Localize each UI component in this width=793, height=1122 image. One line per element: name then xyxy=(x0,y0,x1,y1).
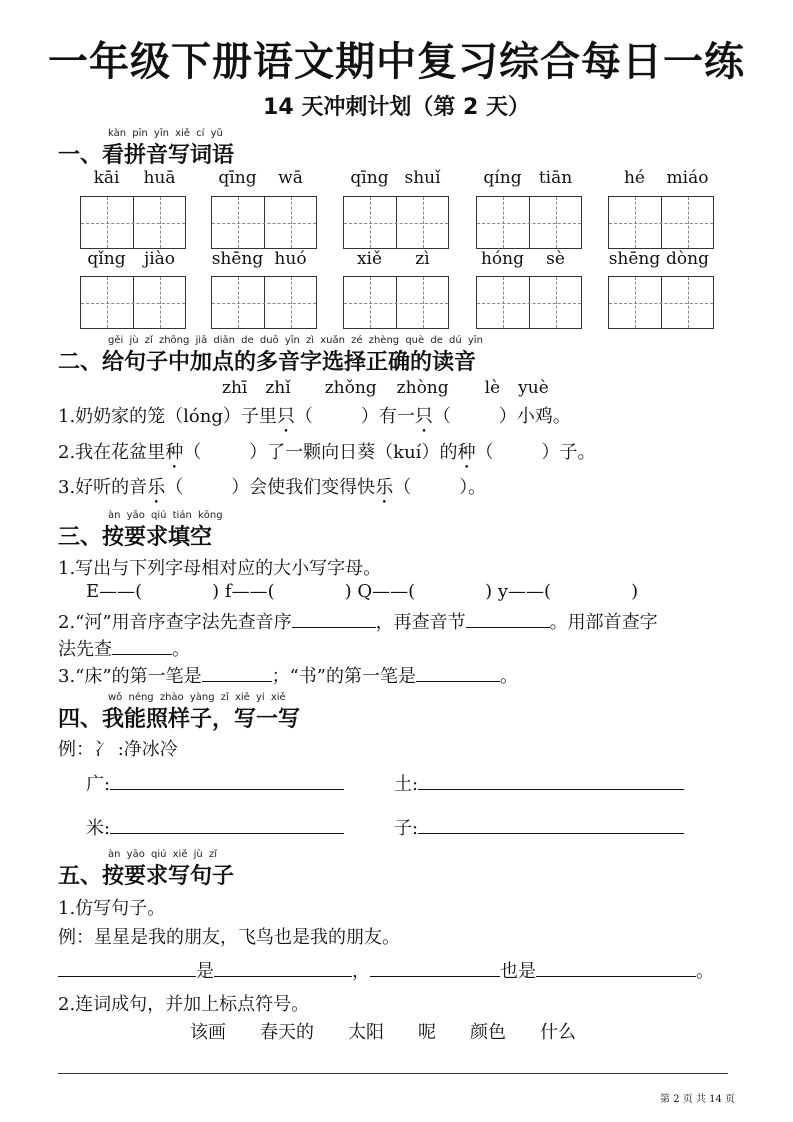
q-text: 。 xyxy=(172,639,190,660)
q-text: 。用部首查字 xyxy=(549,612,658,633)
letter-prompt: ) Q——( xyxy=(344,581,416,602)
answer-line[interactable] xyxy=(58,1073,728,1074)
word: 春天的 xyxy=(260,1022,314,1043)
q-text: 3.“床”的第一笔是 xyxy=(58,666,202,687)
answer-blank[interactable] xyxy=(292,611,376,628)
letter-prompt: ) xyxy=(631,581,639,602)
dotted-char: 只 xyxy=(276,406,295,427)
page-subtitle: 14 天冲刺计划（第 2 天） xyxy=(263,95,530,120)
writing-grid[interactable] xyxy=(80,196,186,249)
q-text: （ xyxy=(294,406,313,427)
radical-label: 子: xyxy=(394,818,419,839)
pinyin-syllable: dòng xyxy=(666,249,709,269)
reading-option: lè xyxy=(484,378,501,398)
question-5-2: 2.连词成句，并加上标点符号。 xyxy=(58,994,310,1015)
radical-row xyxy=(394,814,684,840)
letter-row xyxy=(86,581,638,602)
section-1-heading: 一、看拼音写词语 xyxy=(58,143,235,168)
writing-grid[interactable] xyxy=(476,196,582,249)
q-text: ；“书”的第一笔是 xyxy=(271,666,416,687)
q-text: ）了一颗向日葵（kuí）的 xyxy=(249,442,458,463)
section-5-heading: 五、按要求写句子 xyxy=(58,864,235,889)
example-4: 例：冫 :净冰冷 xyxy=(58,739,178,760)
page-title: 一年级下册语文期中复习综合每日一练 xyxy=(48,39,745,85)
word-bank xyxy=(190,1018,576,1044)
question-2-3 xyxy=(58,473,486,508)
pinyin-syllable: qīng xyxy=(218,168,257,188)
radical-label: 土: xyxy=(394,774,419,795)
reading-option: zhǒng xyxy=(324,378,377,398)
radical-label: 广: xyxy=(86,774,111,795)
pinyin-syllable: hóng xyxy=(480,249,524,269)
reading-option: zhī xyxy=(222,378,248,398)
reading-option: zhòng xyxy=(396,378,449,398)
letter-prompt: ) f——( xyxy=(212,581,275,602)
dotted-char: 种 xyxy=(165,442,184,463)
radical-label: 米: xyxy=(86,818,111,839)
answer-blank[interactable] xyxy=(370,960,500,977)
answer-blank[interactable] xyxy=(202,665,272,682)
letter-prompt: ) y——( xyxy=(485,581,552,602)
writing-grid[interactable] xyxy=(211,196,317,249)
word: 该画 xyxy=(190,1022,226,1043)
dotted-char: 种 xyxy=(457,442,476,463)
section-4-pinyin: wǒ néng zhào yàng zǐ xiě yi xiě xyxy=(108,692,286,703)
answer-blank[interactable] xyxy=(110,817,344,834)
pinyin-syllable: huā xyxy=(143,168,176,188)
q-text: ）。 xyxy=(459,477,487,498)
question-2-1 xyxy=(58,402,571,437)
question-3-2-cont xyxy=(58,635,190,661)
example-5: 例：星星是我的朋友，飞鸟也是我的朋友。 xyxy=(58,927,400,948)
section-4-heading: 四、我能照样子，写一写 xyxy=(58,707,301,732)
word: 太阳 xyxy=(348,1022,384,1043)
pinyin-syllable: huó xyxy=(274,249,307,269)
word: 呢 xyxy=(418,1022,436,1043)
answer-blank[interactable] xyxy=(214,960,352,977)
pinyin-syllable: tiān xyxy=(538,168,573,188)
writing-grid[interactable] xyxy=(476,276,582,329)
writing-grid[interactable] xyxy=(608,276,714,329)
answer-blank[interactable] xyxy=(416,665,500,682)
q-text: ）子。 xyxy=(541,442,596,463)
page-number: 第 2 页 共 14 页 xyxy=(660,1094,735,1105)
pinyin-syllable: xiě xyxy=(356,249,383,269)
radical-row xyxy=(394,770,684,796)
pinyin-syllable: qīng xyxy=(350,168,389,188)
answer-blank[interactable] xyxy=(466,611,550,628)
reading-options xyxy=(222,378,549,398)
pinyin-syllable: wā xyxy=(278,168,303,188)
answer-blank[interactable] xyxy=(110,773,344,790)
q-text: ）会使我们变得快 xyxy=(231,477,376,498)
pinyin-syllable: sè xyxy=(546,249,565,269)
q-text: 也是 xyxy=(500,961,536,982)
question-3-2 xyxy=(58,608,658,634)
q-text: 。 xyxy=(696,961,714,982)
pinyin-syllable: qǐng xyxy=(87,249,126,269)
answer-blank[interactable] xyxy=(536,960,696,977)
imitation-row xyxy=(58,957,714,983)
pinyin-syllable: shēng xyxy=(608,249,661,269)
writing-grid[interactable] xyxy=(80,276,186,329)
q-text: ）小鸡。 xyxy=(498,406,571,427)
pinyin-syllable: miáo xyxy=(666,168,709,188)
q-text: ， xyxy=(352,961,370,982)
pinyin-syllable: shēng xyxy=(211,249,264,269)
q-text: ）有一 xyxy=(360,406,415,427)
pinyin-syllable: hé xyxy=(623,168,645,188)
question-3-1: 1.写出与下列字母相对应的大小写字母。 xyxy=(58,558,382,579)
q-text: （ xyxy=(475,442,494,463)
q-text: （ xyxy=(165,477,184,498)
radical-row xyxy=(86,814,344,840)
q-text: （ xyxy=(393,477,412,498)
question-3-3 xyxy=(58,662,518,688)
dotted-char: 乐 xyxy=(375,477,394,498)
q-text: （ xyxy=(432,406,451,427)
pinyin-syllable: shuǐ xyxy=(404,168,441,188)
q-text: 2.“河”用音序查字法先查音序 xyxy=(58,612,292,633)
q-text: 2.我在花盆里 xyxy=(58,442,166,463)
letter-prompt: E——( xyxy=(86,581,143,602)
reading-option: zhǐ xyxy=(265,378,291,398)
writing-grid[interactable] xyxy=(608,196,714,249)
section-2-pinyin: gěi jù zǐ zhōng jiā diǎn de duō yīn zì xuǎn zé zhèng què de dú yīn xyxy=(108,335,483,346)
q-text: 法先查 xyxy=(58,639,112,660)
writing-grid[interactable] xyxy=(343,196,449,249)
pinyin-syllable: zì xyxy=(415,249,430,269)
radical-row xyxy=(86,770,344,796)
q-text: 。 xyxy=(499,666,518,687)
section-1-pinyin: kàn pīn yīn xiě cí yǔ xyxy=(108,128,223,139)
answer-blank[interactable] xyxy=(418,817,684,834)
q-text: 1.奶奶家的笼（lóng）子里 xyxy=(58,406,277,427)
reading-option: yuè xyxy=(518,378,549,398)
question-5-1: 1.仿写句子。 xyxy=(58,898,166,919)
pinyin-syllable: qíng xyxy=(483,168,522,188)
dotted-char: 乐 xyxy=(147,477,166,498)
q-text: （ xyxy=(183,442,202,463)
section-3-heading: 三、按要求填空 xyxy=(58,525,213,550)
question-2-2 xyxy=(58,438,595,473)
section-3-pinyin: àn yāo qiú tián kōng xyxy=(108,510,223,521)
section-5-pinyin: àn yāo qiú xiě jù zǐ xyxy=(108,849,217,860)
section-2-heading: 二、给句子中加点的多音字选择正确的读音 xyxy=(58,350,477,375)
dotted-char: 只 xyxy=(414,406,433,427)
answer-blank[interactable] xyxy=(58,960,196,977)
q-text: ，再查音节 xyxy=(375,612,466,633)
pinyin-syllable: kāi xyxy=(93,168,120,188)
writing-grid[interactable] xyxy=(211,276,317,329)
word: 颜色 xyxy=(470,1022,506,1043)
word: 什么 xyxy=(540,1022,576,1043)
q-text: 3.好听的音 xyxy=(58,477,148,498)
writing-grid[interactable] xyxy=(343,276,449,329)
q-text: 是 xyxy=(196,961,214,982)
answer-blank[interactable] xyxy=(112,638,172,655)
pinyin-syllable: jiào xyxy=(143,249,176,269)
answer-blank[interactable] xyxy=(418,773,684,790)
